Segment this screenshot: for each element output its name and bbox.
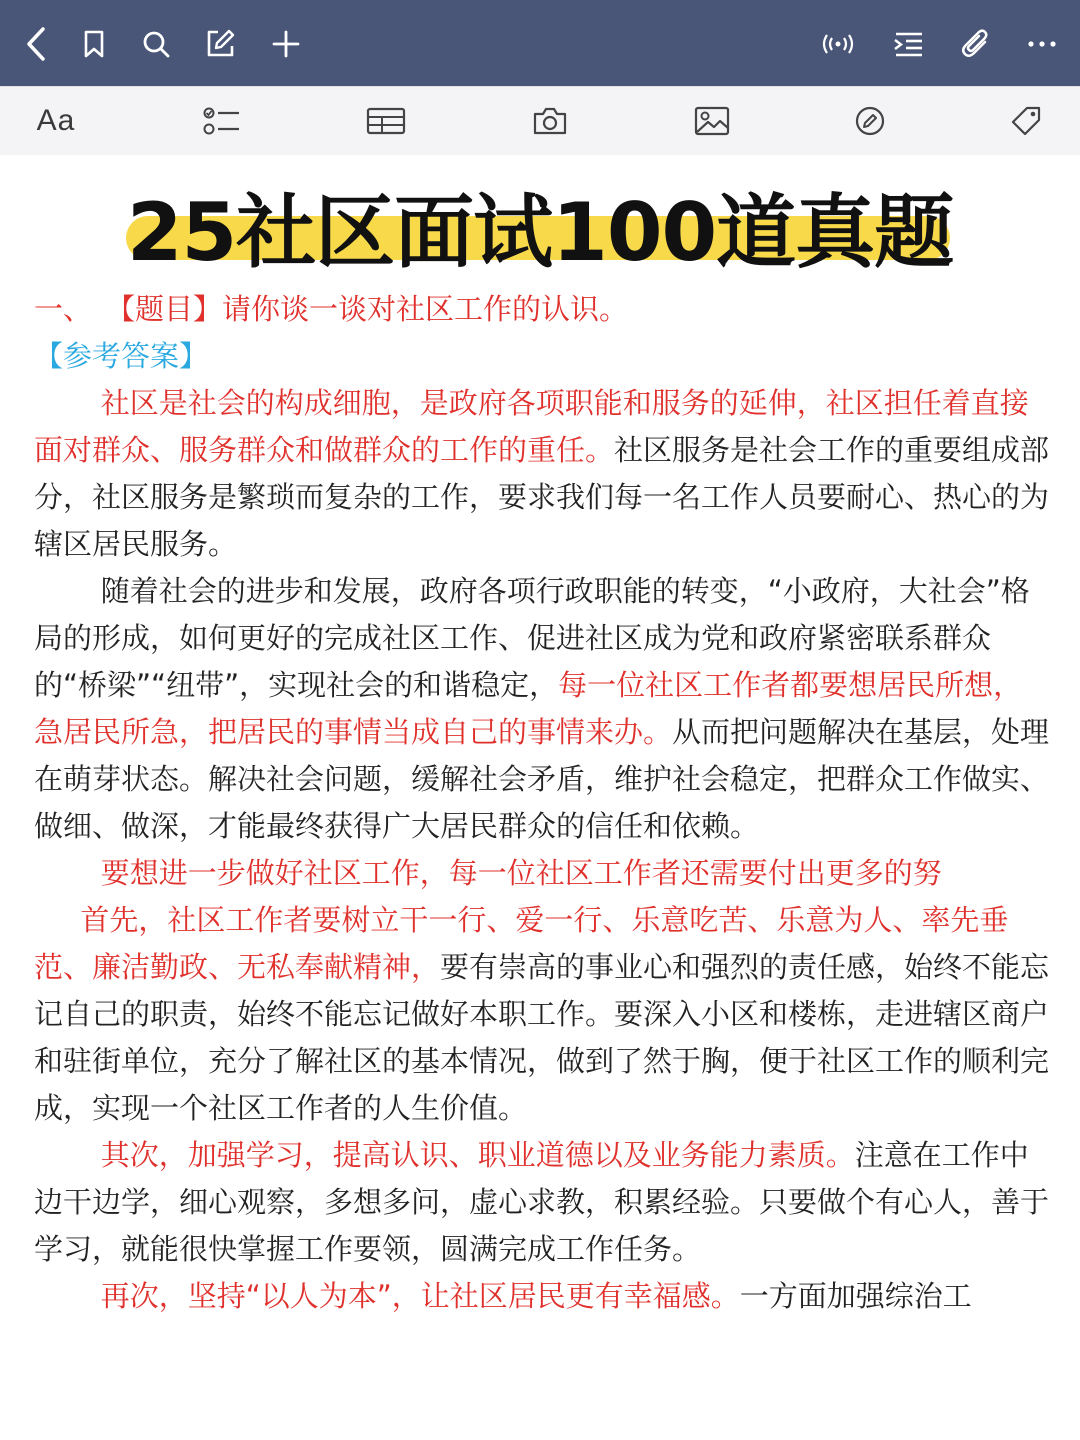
question-number: 一、 bbox=[34, 292, 93, 326]
paragraph-2-text-end: 从而把问题解决在基层，处理在萌芽状态。解决社会问题，缓解社会矛盾，维护社会稳定，把群众工作做实、做细、做深，才能最终获得广大居民群众的信任和依赖。 bbox=[34, 715, 1050, 843]
search-icon[interactable] bbox=[134, 22, 178, 66]
paragraph-1-highlight: 社区是社会的构成细胞，是政府各项职能和服务的延伸，社区担任着直接面对群众、服务群众和做群众的工作的重任。 bbox=[34, 386, 1029, 467]
paragraph-2-highlight: 每一位社区工作者都要想居民所想，急居民所急，把居民的事情当成自己的事情来办。 bbox=[34, 668, 1023, 749]
paragraph-6-highlight: 再次，坚持“以人为本”，让社区居民更有幸福感。 bbox=[100, 1279, 740, 1313]
paragraph-6 bbox=[34, 1273, 1050, 1320]
paragraph-3-highlight: 要想进一步做好社区工作，每一位社区工作者还需要付出更多的努 bbox=[100, 856, 942, 890]
paragraph-4-highlight: 首先，社区工作者要树立干一行、爱一行、乐意吃苦、乐意为人、率先垂范、廉洁勤政、无私奉献精神， bbox=[34, 903, 1009, 984]
paragraph-2 bbox=[34, 568, 1050, 850]
title-area bbox=[0, 160, 1080, 279]
edit-icon[interactable] bbox=[198, 22, 242, 66]
pencil-circle-icon[interactable] bbox=[840, 101, 900, 141]
table-icon[interactable] bbox=[356, 101, 416, 141]
bookmark-icon[interactable] bbox=[72, 22, 116, 66]
tag-icon[interactable] bbox=[996, 101, 1056, 141]
camera-icon[interactable] bbox=[520, 101, 580, 141]
paragraph-1 bbox=[34, 380, 1050, 568]
paragraph-4-text: 要有崇高的事业心和强烈的责任感，始终不能忘记自己的职责，始终不能忘记做好本职工作。要深入小区和楼栋，走进辖区商户和驻街单位，充分了解社区的基本情况，做到了然于胸，便于社区工作的顺利完成，实现一个社区工作者的人生价值。 bbox=[34, 950, 1050, 1125]
note-body[interactable] bbox=[34, 286, 1050, 1320]
question-text: 【题目】请你谈一谈对社区工作的认识。 bbox=[106, 292, 629, 326]
page-title: 25社区面试100道真题 bbox=[126, 186, 954, 279]
text-format-button[interactable] bbox=[26, 101, 86, 141]
paragraph-4 bbox=[34, 897, 1050, 1132]
indent-list-icon[interactable] bbox=[886, 22, 930, 66]
paragraph-2-text: 随着社会的进步和发展，政府各项行政职能的转变，“小政府，大社会”格局的形成，如何更好的完成社区工作、促进社区成为党和政府紧密联系群众的“桥梁”“纽带”，实现社会的和谐稳定， bbox=[34, 574, 1030, 702]
plus-icon[interactable] bbox=[264, 22, 308, 66]
checklist-icon[interactable] bbox=[192, 101, 252, 141]
back-icon[interactable] bbox=[14, 22, 58, 66]
paragraph-5 bbox=[34, 1132, 1050, 1273]
broadcast-icon[interactable] bbox=[816, 22, 860, 66]
paragraph-1-text: 社区服务是社会工作的重要组成部分，社区服务是繁琐而复杂的工作，要求我们每一名工作人员要耐心、热心的为辖区居民服务。 bbox=[34, 433, 1050, 561]
image-icon[interactable] bbox=[682, 101, 742, 141]
text-format-label: Aa bbox=[36, 104, 76, 137]
answer-label: 【参考答案】 bbox=[34, 339, 209, 373]
paragraph-5-text: 注意在工作中边干边学，细心观察，多想多问，虚心求教，积累经验。只要做个有心人，善于学习，就能很快掌握工作要领，圆满完成工作任务。 bbox=[34, 1138, 1050, 1266]
paragraph-5-highlight: 其次，加强学习，提高认识、职业道德以及业务能力素质。 bbox=[100, 1138, 855, 1172]
paragraph-6-text: 一方面加强综治工 bbox=[739, 1279, 972, 1313]
question-line bbox=[34, 286, 1050, 333]
format-toolbar bbox=[0, 86, 1080, 155]
top-navigation-bar bbox=[0, 0, 1080, 86]
more-icon[interactable] bbox=[1020, 22, 1064, 66]
paragraph-3 bbox=[34, 850, 1050, 897]
attachment-icon[interactable] bbox=[954, 22, 998, 66]
